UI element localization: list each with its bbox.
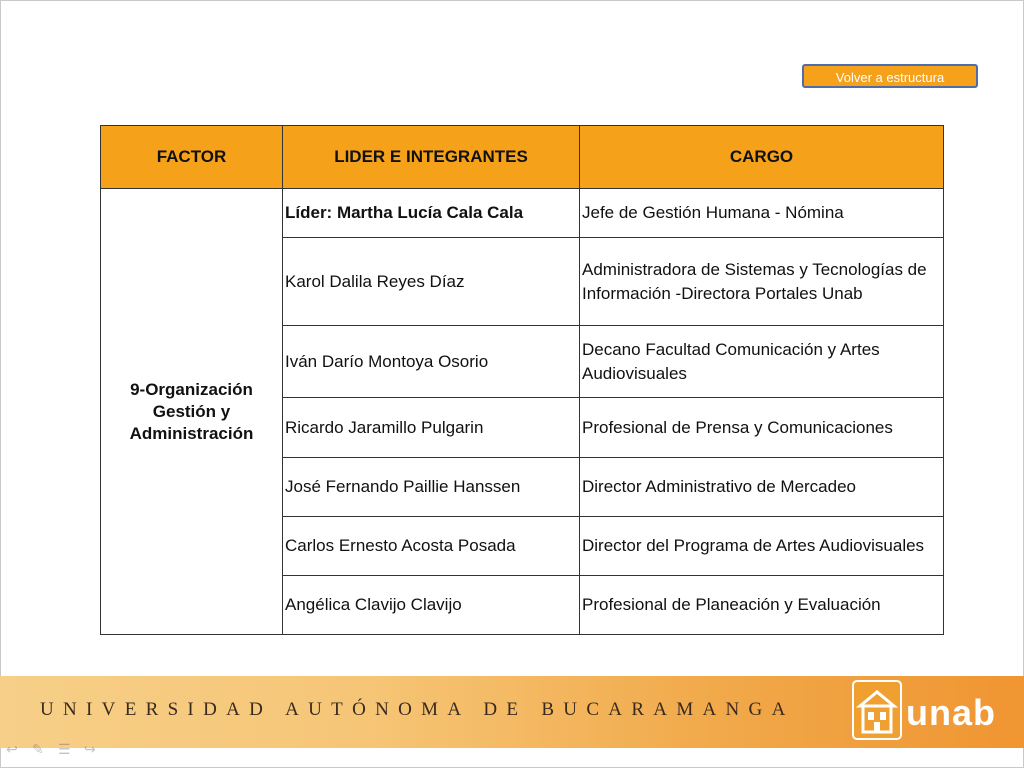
member-cell-leader: Líder: Martha Lucía Cala Cala [283, 189, 580, 238]
unab-building-icon [852, 680, 902, 740]
previous-arrow-icon[interactable]: ↩ [6, 741, 18, 757]
role-cell: Jefe de Gestión Humana - Nómina [580, 189, 944, 238]
member-cell: José Fernando Paillie Hanssen [283, 458, 580, 517]
header-members: LIDER E INTEGRANTES [283, 126, 580, 189]
next-arrow-icon[interactable]: ↪ [84, 741, 96, 757]
unab-logo-text: unab [906, 692, 996, 733]
member-cell: Carlos Ernesto Acosta Posada [283, 517, 580, 576]
team-table [100, 125, 944, 635]
table-row [101, 189, 944, 238]
member-cell: Iván Darío Montoya Osorio [283, 326, 580, 398]
university-name: UNIVERSIDAD AUTÓNOMA DE BUCARAMANGA [40, 699, 795, 720]
role-cell: Administradora de Sistemas y Tecnologías de Información -Directora Portales Unab [580, 238, 944, 326]
pen-icon[interactable]: ✎ [32, 741, 44, 757]
role-cell: Director Administrativo de Mercadeo [580, 458, 944, 517]
slideshow-toolbar [6, 740, 102, 762]
factor-cell [101, 189, 283, 635]
menu-icon[interactable]: ☰ [58, 741, 71, 757]
role-cell: Director del Programa de Artes Audiovisuales [580, 517, 944, 576]
back-to-structure-button[interactable]: Volver a estructura [802, 64, 978, 88]
member-cell: Ricardo Jaramillo Pulgarin [283, 398, 580, 458]
header-factor: FACTOR [101, 126, 283, 189]
factor-line-2: Gestión y [152, 401, 231, 421]
factor-line-1: 9-Organización [130, 379, 253, 399]
member-cell: Karol Dalila Reyes Díaz [283, 238, 580, 326]
role-cell: Decano Facultad Comunicación y Artes Audiovisuales [580, 326, 944, 398]
table-header-row [101, 126, 944, 189]
factor-line-3: Administración [129, 423, 254, 443]
member-cell: Angélica Clavijo Clavijo [283, 576, 580, 635]
header-role: CARGO [580, 126, 944, 189]
role-cell: Profesional de Planeación y Evaluación [580, 576, 944, 635]
role-cell: Profesional de Prensa y Comunicaciones [580, 398, 944, 458]
